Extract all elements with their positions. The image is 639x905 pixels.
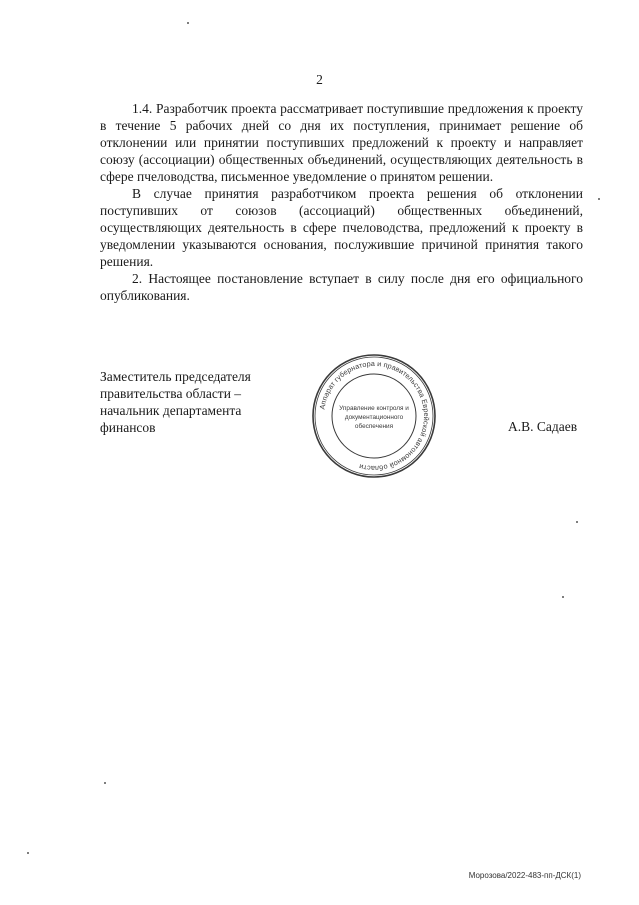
position-line: начальник департамента: [100, 403, 242, 418]
stamp-inner-line: документационного: [344, 414, 404, 421]
page-number: 2: [316, 72, 323, 87]
scan-speck: [27, 852, 29, 854]
paragraph-2-effective: 2. Настоящее постановление вступает в силу после дня его официального опубликования.: [100, 271, 583, 303]
scan-speck: [187, 22, 189, 24]
paragraph-1-4: 1.4. Разработчик проекта рассматривает поступившие предложения к проекту в течение 5 рабочих дней со дня их поступления, принимает решение об отклонении или принятии поступивших предложений к проекту и направляет союзу (ассоциации) общественных объединений, осуществляющих деятельность в сфере пчеловодства, письменное уведомление о принятом решении.: [100, 101, 583, 184]
document-reference: Морозова/2022-483-пп-ДСК(1): [468, 871, 581, 880]
scan-speck: [576, 521, 578, 523]
document-body: [100, 100, 583, 304]
scan-speck: [104, 782, 106, 784]
stamp-inner-line: обеспечения: [354, 423, 394, 430]
stamp-seal-graphic: [310, 352, 438, 480]
position-line: финансов: [100, 420, 156, 435]
paragraph-rejection-case: В случае принятия разработчиком проекта решения об отклонении поступивших от союзов (ассоциаций) общественных объединений, осуществляющих деятельность в сфере пчеловодства, предложений к проекту в уведомлении указываются основания, послужившие причиной принятия такого решения.: [100, 186, 583, 269]
stamp-outer-text: Аппарат губернатора и правительства Еврейской автономной области: [317, 358, 432, 474]
scan-speck: [598, 198, 600, 200]
stamp-inner-line: Управление контроля и: [339, 405, 409, 412]
position-line: Заместитель председателя: [100, 369, 251, 384]
scan-speck: [562, 596, 564, 598]
position-line: правительства области –: [100, 386, 242, 401]
signatory-position: [100, 368, 251, 436]
official-stamp: [310, 352, 438, 480]
signer-name: А.В. Садаев: [508, 419, 578, 434]
